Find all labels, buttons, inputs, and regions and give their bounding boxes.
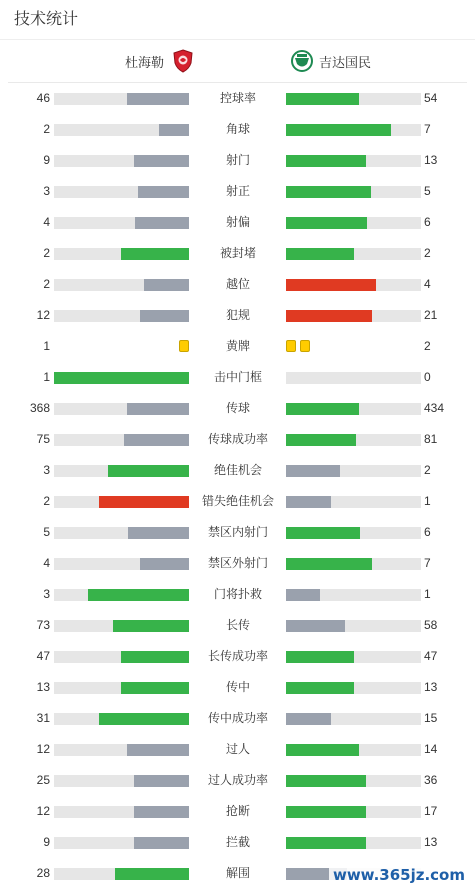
away-stat-bar bbox=[286, 651, 421, 663]
away-stat-bar-fill bbox=[286, 155, 366, 167]
away-stat-value: 6 bbox=[424, 215, 431, 229]
home-stat-bar-fill bbox=[127, 403, 189, 415]
stat-label: 抢断 bbox=[225, 804, 250, 818]
home-stat-bar-fill bbox=[121, 248, 189, 260]
away-stat-bar-fill bbox=[286, 837, 366, 849]
home-stat-bar bbox=[54, 403, 189, 415]
home-stat-value: 2 bbox=[43, 246, 50, 260]
watermark: www.365jz.com bbox=[329, 866, 469, 884]
stat-label: 错失绝佳机会 bbox=[201, 494, 274, 508]
away-stat-value: 1 bbox=[424, 587, 431, 601]
away-stat-bar-fill bbox=[286, 434, 356, 446]
away-stat-bar bbox=[286, 372, 421, 384]
away-stat-value: 13 bbox=[424, 835, 438, 849]
home-stat-bar bbox=[54, 558, 189, 570]
home-stat-value: 2 bbox=[43, 494, 50, 508]
stat-row bbox=[0, 114, 475, 145]
stat-label: 长传 bbox=[225, 618, 250, 632]
home-stat-bar bbox=[54, 527, 189, 539]
home-stat-bar-fill bbox=[113, 620, 189, 632]
home-stat-bar-fill bbox=[144, 279, 189, 291]
stat-label: 绝佳机会 bbox=[213, 463, 262, 477]
stat-label: 禁区外射门 bbox=[207, 556, 268, 570]
stat-row bbox=[0, 300, 475, 331]
stat-row bbox=[0, 424, 475, 455]
stat-label: 过人成功率 bbox=[207, 773, 268, 787]
away-team[interactable] bbox=[291, 40, 371, 82]
home-stat-bar bbox=[54, 279, 189, 291]
away-stat-bar-fill bbox=[286, 496, 331, 508]
away-stat-bar-fill bbox=[286, 248, 354, 260]
home-stat-bar-fill bbox=[99, 496, 189, 508]
away-stat-bar-fill bbox=[286, 217, 367, 229]
home-stat-bar bbox=[54, 620, 189, 632]
away-stat-value: 54 bbox=[424, 91, 438, 105]
home-stat-bar-fill bbox=[138, 186, 189, 198]
home-stat-bar-fill bbox=[127, 744, 189, 756]
away-stat-value: 0 bbox=[424, 370, 431, 384]
home-stat-value: 73 bbox=[36, 618, 50, 632]
al-duhail-crest-icon bbox=[172, 49, 194, 73]
page-title: 技术统计 bbox=[14, 11, 79, 28]
stat-row bbox=[0, 734, 475, 765]
home-stat-bar bbox=[54, 310, 189, 322]
home-stat-bar bbox=[54, 465, 189, 477]
stat-row bbox=[0, 827, 475, 858]
away-stat-value: 15 bbox=[424, 711, 438, 725]
home-stat-bar bbox=[54, 589, 189, 601]
home-stat-bar bbox=[54, 744, 189, 756]
home-stat-bar-fill bbox=[140, 558, 189, 570]
away-stat-bar-fill bbox=[286, 93, 359, 105]
home-stat-bar-fill bbox=[99, 713, 189, 725]
away-stat-value: 7 bbox=[424, 556, 431, 570]
stat-row bbox=[0, 765, 475, 796]
away-stat-bar-fill bbox=[286, 620, 345, 632]
stat-label: 门将扑救 bbox=[213, 587, 262, 601]
home-stat-value: 46 bbox=[36, 91, 50, 105]
home-stat-bar bbox=[54, 372, 189, 384]
away-stat-bar bbox=[286, 837, 421, 849]
stat-row bbox=[0, 486, 475, 517]
stat-label: 控球率 bbox=[219, 91, 256, 105]
away-stat-bar bbox=[286, 248, 421, 260]
stat-row bbox=[0, 579, 475, 610]
home-stat-bar bbox=[54, 217, 189, 229]
stat-label: 击中门框 bbox=[213, 370, 262, 384]
away-stat-bar bbox=[286, 155, 421, 167]
away-stat-bar bbox=[286, 682, 421, 694]
away-stat-bar bbox=[286, 713, 421, 725]
stat-label: 过人 bbox=[225, 742, 250, 756]
home-stat-bar-fill bbox=[115, 868, 189, 880]
stat-row bbox=[0, 610, 475, 641]
home-stat-value: 5 bbox=[43, 525, 50, 539]
home-stat-value: 3 bbox=[43, 184, 50, 198]
home-stat-value: 4 bbox=[43, 215, 50, 229]
home-stat-value: 75 bbox=[36, 432, 50, 446]
home-yellow-cards bbox=[179, 340, 189, 354]
home-team[interactable] bbox=[125, 40, 194, 82]
stat-row bbox=[0, 145, 475, 176]
away-stat-value: 2 bbox=[424, 339, 431, 353]
home-stat-value: 25 bbox=[36, 773, 50, 787]
al-ahli-crest-icon bbox=[291, 49, 313, 73]
yellow-card-icon bbox=[286, 340, 296, 352]
home-stat-bar bbox=[54, 248, 189, 260]
stat-label: 射正 bbox=[225, 184, 250, 198]
away-stat-value: 1 bbox=[424, 494, 431, 508]
away-stat-bar bbox=[286, 310, 421, 322]
stat-row bbox=[0, 517, 475, 548]
away-stat-value: 13 bbox=[424, 680, 438, 694]
home-team-name: 杜海勒 bbox=[125, 54, 165, 70]
away-stat-bar bbox=[286, 279, 421, 291]
away-stat-bar-fill bbox=[286, 682, 354, 694]
stat-label: 传球成功率 bbox=[207, 432, 268, 446]
stat-row bbox=[0, 238, 475, 269]
stat-label: 长传成功率 bbox=[207, 649, 268, 663]
home-stat-bar bbox=[54, 434, 189, 446]
home-stat-bar bbox=[54, 155, 189, 167]
home-stat-bar-fill bbox=[134, 775, 189, 787]
home-stat-bar-fill bbox=[121, 682, 189, 694]
home-stat-bar bbox=[54, 124, 189, 136]
stat-row bbox=[0, 83, 475, 114]
home-stat-value: 12 bbox=[36, 742, 50, 756]
stat-label: 禁区内射门 bbox=[207, 525, 268, 539]
away-stat-bar bbox=[286, 744, 421, 756]
home-stat-value: 4 bbox=[43, 556, 50, 570]
away-stat-bar bbox=[286, 806, 421, 818]
away-team-name: 吉达国民 bbox=[319, 54, 372, 70]
home-stat-bar bbox=[54, 496, 189, 508]
home-stat-value: 12 bbox=[36, 308, 50, 322]
away-stat-value: 6 bbox=[424, 525, 431, 539]
away-stat-bar bbox=[286, 775, 421, 787]
home-stat-bar-fill bbox=[54, 372, 189, 384]
stat-label: 射偏 bbox=[225, 215, 250, 229]
away-stat-value: 2 bbox=[424, 463, 431, 477]
home-stat-bar-fill bbox=[134, 837, 189, 849]
away-stat-bar-fill bbox=[286, 558, 372, 570]
home-stat-bar-fill bbox=[140, 310, 189, 322]
stat-label: 被封堵 bbox=[219, 246, 256, 260]
away-stat-value: 36 bbox=[424, 773, 438, 787]
home-stat-bar bbox=[54, 186, 189, 198]
home-stat-bar bbox=[54, 806, 189, 818]
stat-label: 解围 bbox=[225, 866, 250, 880]
away-stat-value: 47 bbox=[424, 649, 438, 663]
away-stat-bar-fill bbox=[286, 806, 366, 818]
home-stat-bar-fill bbox=[127, 93, 189, 105]
stat-label: 传中成功率 bbox=[207, 711, 268, 725]
away-stat-bar-fill bbox=[286, 279, 376, 291]
home-stat-bar-fill bbox=[128, 527, 189, 539]
teams-row bbox=[8, 40, 467, 83]
away-stat-value: 13 bbox=[424, 153, 438, 167]
home-stat-value: 12 bbox=[36, 804, 50, 818]
away-stat-bar-fill bbox=[286, 310, 372, 322]
home-stat-bar bbox=[54, 93, 189, 105]
away-stat-bar bbox=[286, 186, 421, 198]
away-stat-bar-fill bbox=[286, 124, 391, 136]
stat-row bbox=[0, 703, 475, 734]
away-stat-value: 58 bbox=[424, 618, 438, 632]
away-stat-value: 21 bbox=[424, 308, 438, 322]
stat-label: 黄牌 bbox=[225, 339, 250, 353]
home-stat-value: 2 bbox=[43, 277, 50, 291]
home-stat-value: 368 bbox=[29, 401, 50, 415]
home-stat-bar-fill bbox=[134, 806, 189, 818]
stat-row bbox=[0, 548, 475, 579]
stat-row bbox=[0, 455, 475, 486]
away-stat-bar-fill bbox=[286, 186, 371, 198]
home-stat-bar-fill bbox=[108, 465, 189, 477]
away-stat-bar bbox=[286, 527, 421, 539]
home-stat-value: 47 bbox=[36, 649, 50, 663]
away-stat-value: 2 bbox=[424, 246, 431, 260]
home-stat-bar bbox=[54, 837, 189, 849]
stat-label: 犯规 bbox=[225, 308, 250, 322]
away-stat-bar-fill bbox=[286, 527, 360, 539]
away-stat-bar-fill bbox=[286, 775, 366, 787]
home-stat-value: 1 bbox=[43, 339, 50, 353]
away-stat-bar bbox=[286, 558, 421, 570]
stat-label: 传球 bbox=[225, 401, 250, 415]
home-stat-bar-fill bbox=[88, 589, 189, 601]
away-stat-value: 17 bbox=[424, 804, 438, 818]
home-stat-bar bbox=[54, 775, 189, 787]
stat-row bbox=[0, 796, 475, 827]
home-stat-value: 13 bbox=[36, 680, 50, 694]
away-stat-value: 5 bbox=[424, 184, 431, 198]
away-yellow-cards bbox=[286, 340, 310, 354]
stat-row bbox=[0, 672, 475, 703]
home-stat-bar bbox=[54, 651, 189, 663]
home-stat-bar bbox=[54, 868, 189, 880]
home-stat-value: 3 bbox=[43, 463, 50, 477]
stats-header bbox=[0, 0, 475, 40]
away-stat-value: 4 bbox=[424, 277, 431, 291]
away-stat-bar-fill bbox=[286, 465, 340, 477]
home-stat-value: 2 bbox=[43, 122, 50, 136]
stat-label: 越位 bbox=[225, 277, 250, 291]
home-stat-value: 28 bbox=[36, 866, 50, 880]
away-stat-value: 14 bbox=[424, 742, 438, 756]
stats-list bbox=[0, 83, 475, 889]
home-stat-value: 1 bbox=[43, 370, 50, 384]
away-stat-bar-fill bbox=[286, 713, 331, 725]
away-stat-bar bbox=[286, 465, 421, 477]
stat-row bbox=[0, 269, 475, 300]
away-stat-bar bbox=[286, 434, 421, 446]
home-stat-bar-fill bbox=[159, 124, 189, 136]
stat-row bbox=[0, 207, 475, 238]
home-stat-bar-fill bbox=[124, 434, 189, 446]
stat-label: 射门 bbox=[225, 153, 250, 167]
away-stat-value: 434 bbox=[424, 401, 445, 415]
away-stat-bar bbox=[286, 217, 421, 229]
stat-label: 传中 bbox=[225, 680, 250, 694]
home-stat-bar-fill bbox=[134, 155, 189, 167]
home-stat-bar-fill bbox=[121, 651, 189, 663]
stat-row bbox=[0, 641, 475, 672]
away-stat-bar bbox=[286, 124, 421, 136]
home-stat-value: 9 bbox=[43, 835, 50, 849]
away-stat-bar bbox=[286, 620, 421, 632]
stat-row bbox=[0, 393, 475, 424]
stat-row bbox=[0, 331, 475, 362]
home-stat-bar bbox=[54, 682, 189, 694]
away-stat-bar-fill bbox=[286, 589, 320, 601]
stat-label: 角球 bbox=[225, 122, 250, 136]
away-stat-bar-fill bbox=[286, 403, 359, 415]
away-stat-bar-fill bbox=[286, 651, 354, 663]
yellow-card-icon bbox=[300, 340, 310, 352]
away-stat-bar bbox=[286, 93, 421, 105]
home-stat-bar bbox=[54, 713, 189, 725]
away-stat-bar bbox=[286, 496, 421, 508]
away-stat-value: 81 bbox=[424, 432, 438, 446]
stat-row bbox=[0, 362, 475, 393]
stat-label: 拦截 bbox=[225, 835, 250, 849]
away-stat-bar bbox=[286, 589, 421, 601]
home-stat-value: 3 bbox=[43, 587, 50, 601]
yellow-card-icon bbox=[179, 340, 189, 352]
away-stat-value: 7 bbox=[424, 122, 431, 136]
home-stat-bar-fill bbox=[135, 217, 189, 229]
away-stat-bar bbox=[286, 403, 421, 415]
stat-row bbox=[0, 176, 475, 207]
away-stat-bar-fill bbox=[286, 744, 359, 756]
home-stat-value: 9 bbox=[43, 153, 50, 167]
home-stat-value: 31 bbox=[36, 711, 50, 725]
